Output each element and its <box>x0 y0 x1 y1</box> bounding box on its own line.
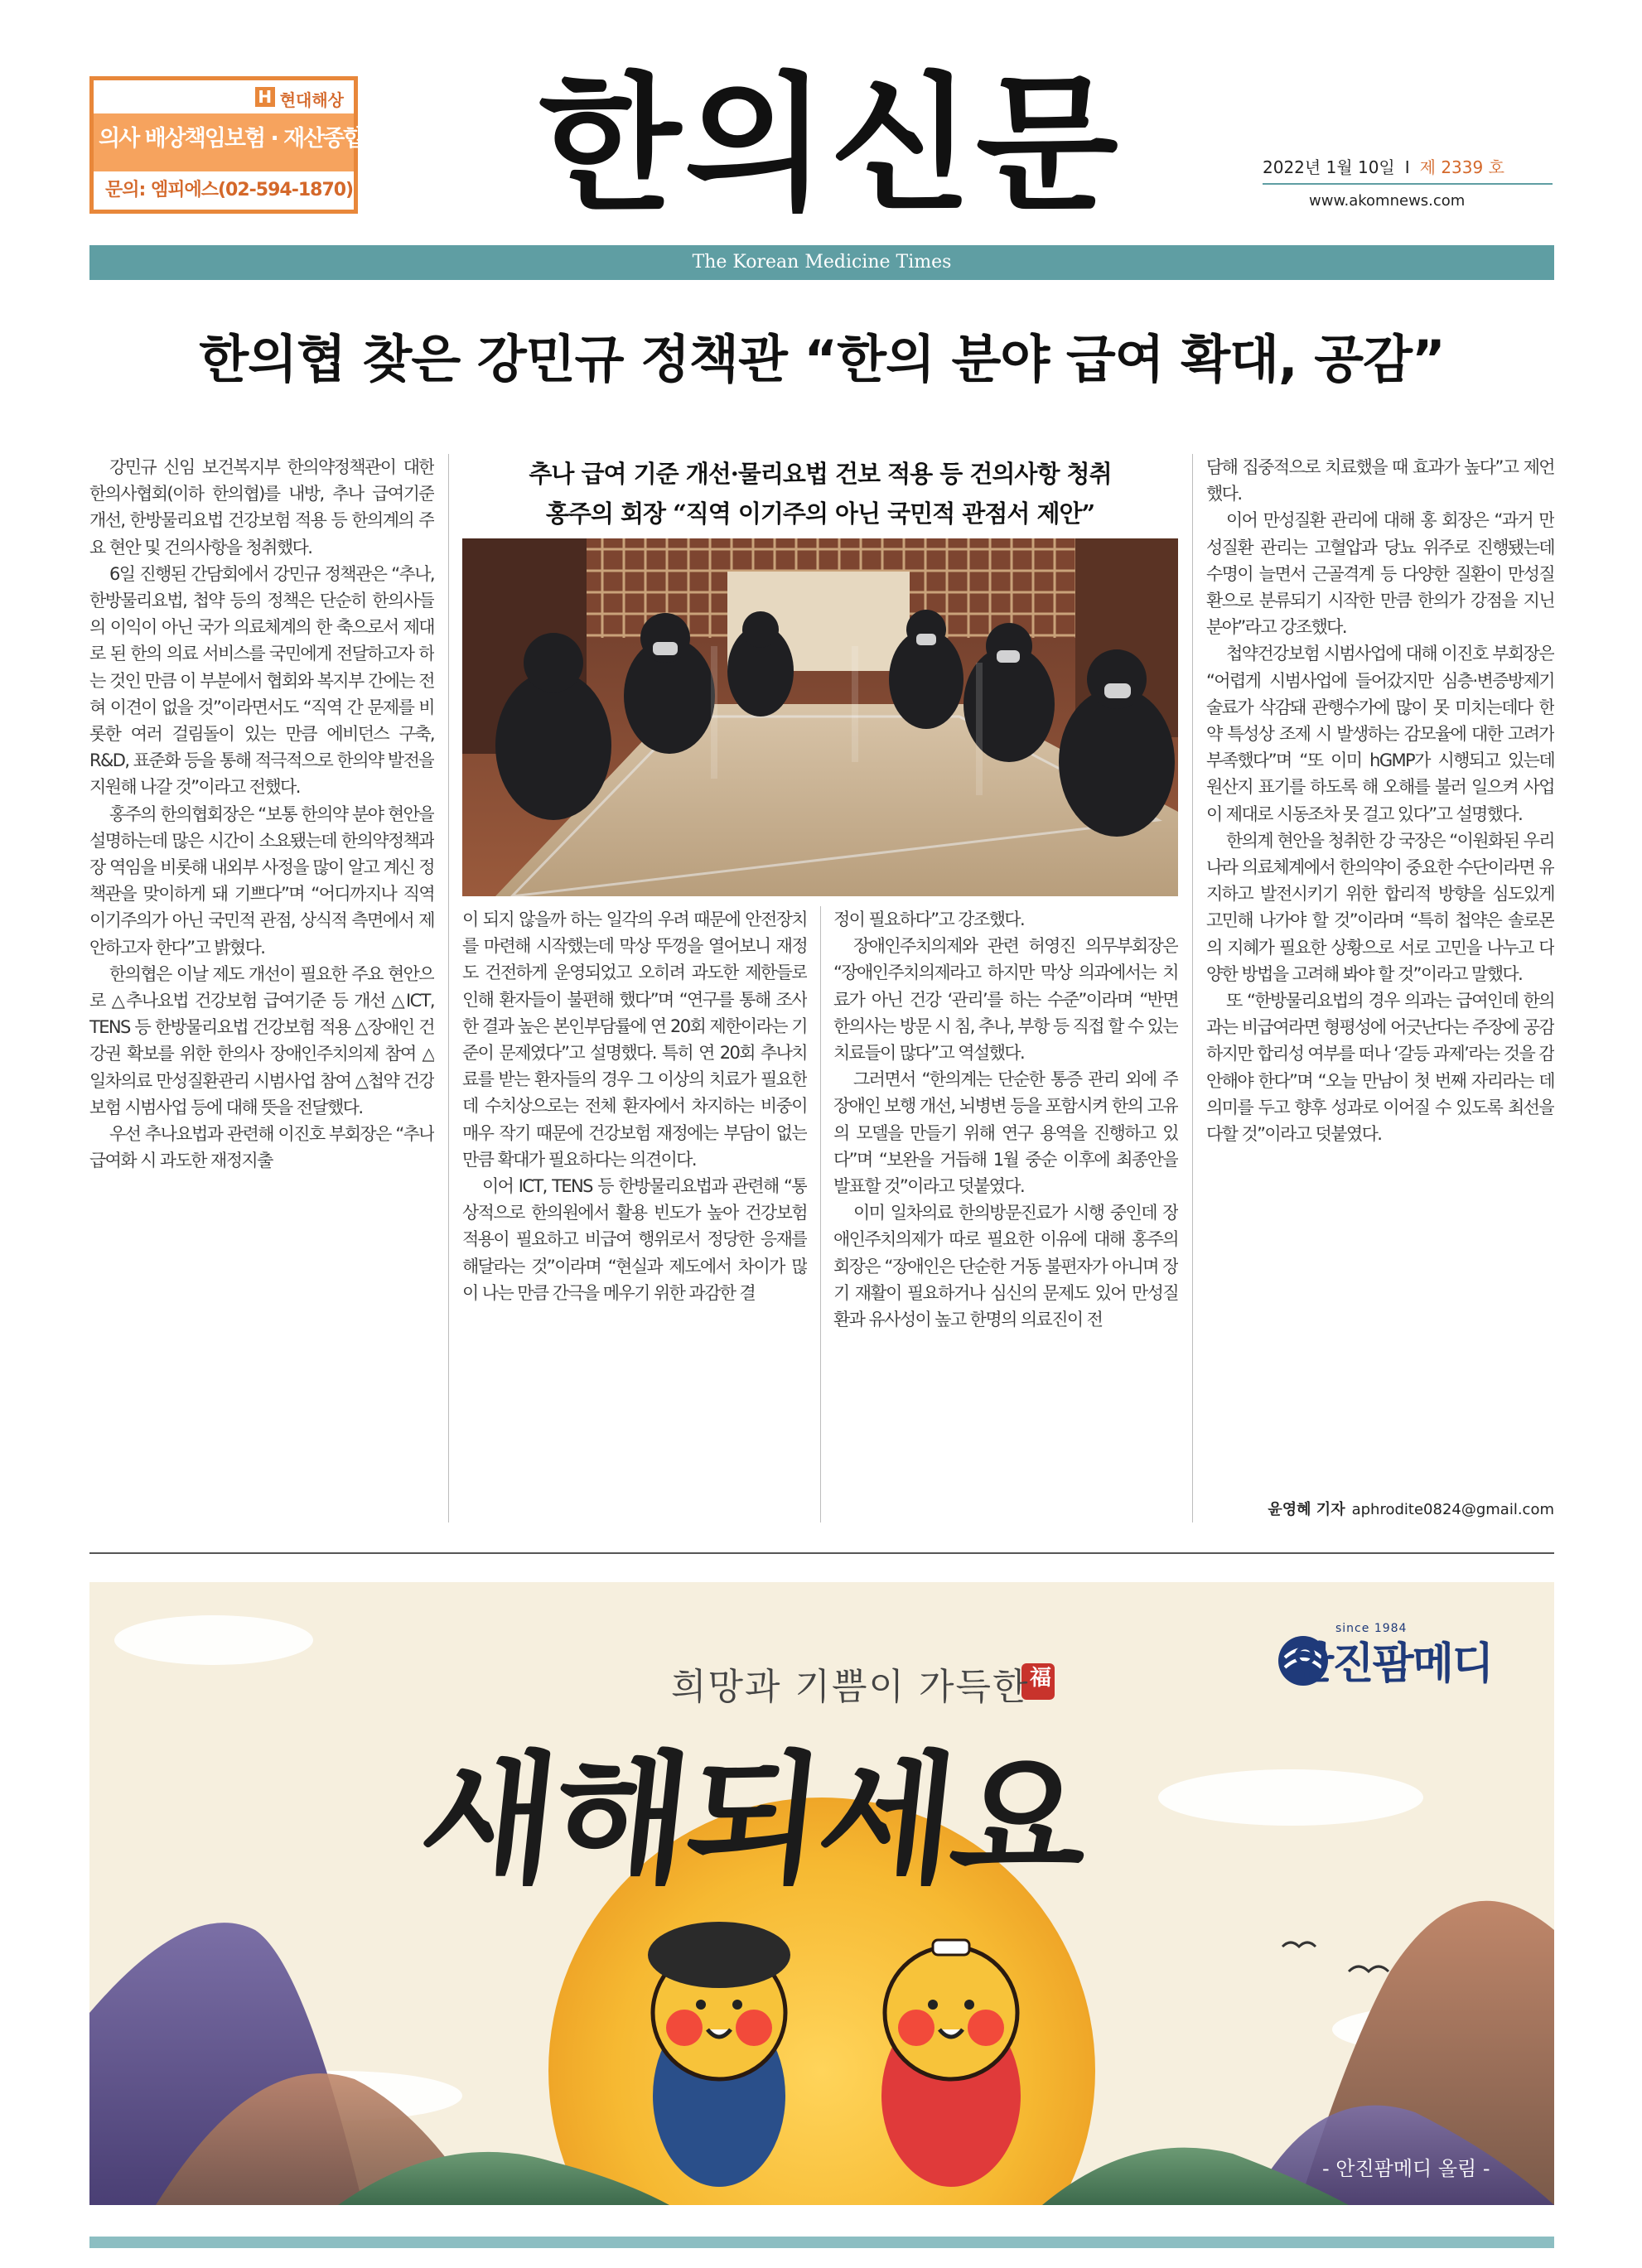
subheadline-line-1: 추나 급여 기준 개선·물리요법 건보 적용 등 건의사항 청취 <box>529 460 1112 488</box>
insurance-brand-row <box>94 80 354 113</box>
article-column-4 <box>1206 454 1554 1531</box>
article-paragraph: 한의협은 이날 제도 개선이 필요한 주요 현안으로 △추나요법 건강보험 급여기준 등 개선 △ICT, TENS 등 한방물리요법 건강보험 적용 △장애인 건강권 확보를 위한 한의사 장애인주치의제 참여 △일차의료 만성질환관리 시범사업 참여 △첩약 건강보험 시범사업 등에 대해 뜻을 전달했다. <box>89 963 434 1117</box>
byline <box>1206 1498 1554 1519</box>
article-paragraph: 이어 만성질환 관리에 대해 홍 회장은 “과거 만성질환 관리는 고혈압과 당뇨 위주로 진행됐는데 수명이 늘면서 근골격계 등 다양한 질환이 만성질환으로 분류되기 시작한 만큼 한의가 강점을 지닌 분야”라고 강조했다. <box>1206 510 1554 638</box>
article-column-3 <box>833 906 1178 1527</box>
meeting-photo <box>462 538 1178 896</box>
newspaper-title: 한의신문 <box>538 59 1122 230</box>
column-divider <box>820 906 821 1522</box>
ad-tagline: 희망과 기쁨이 가득한 <box>671 1666 1030 1708</box>
article-paragraph: 한의계 현안을 청취한 강 국장은 “이원화된 우리나라 의료체계에서 한의약이 중요한 수단이라면 유지하고 발전시키기 위한 합리적 방향을 심도있게 고민해 나가야 할 것”이라며 “특히 첩약은 솔로몬의 지혜가 필요한 상황으로 서로 고민을 나누고 다양한 방법을 고려해 봐야 할 것”이라고 말했다. <box>1206 830 1554 984</box>
article-paragraph: 6일 진행된 간담회에서 강민규 정책관은 “추나, 한방물리요법, 첩약 등의 정책은 단순히 한의사들의 이익이 아닌 국가 의료체계의 한 축으로서 제대로 된 한의 의료 서비스를 국민에게 전달하고자 하는 것인 만큼 이 부분에서 협회와 복지부 간에는 전혀 이견이 없을 것”이라면서도 “직역 간 문제를 비롯한 여러 걸림돌이 있는 만큼 에비던스 구축, R&D, 표준화 등을 통해 적극적으로 한의약 발전을 지원해 나갈 것”이라고 전했다. <box>89 563 434 798</box>
hyundai-logo-icon: H <box>255 87 275 107</box>
insurance-ad[interactable] <box>89 76 403 214</box>
article-paragraph: 정이 필요하다”고 강조했다. <box>833 910 1025 929</box>
article-column-2 <box>462 906 807 1527</box>
ad-sender: - 안진팜메디 올림 - <box>1322 2157 1490 2180</box>
article-paragraph: 이 되지 않을까 하는 일각의 우려 때문에 안전장치를 마련해 시작했는데 막상 뚜껑을 열어보니 재정도 건전하게 운영되었고 오히려 과도한 제한들로 인해 환자들이 불편해 했다”며 “연구를 통해 조사한 결과 높은 본인부담률에 연 20회 제한이라는 기준이 문제였다”고 설명했다. 특히 연 20회 추나치료를 받는 환자들의 경우 그 이상의 치료가 필요한데 수치상으로는 전체 환자에서 차지하는 비중이 매우 작기 때문에 건강보험 재정에는 부담이 없는 만큼 확대가 필요하다는 의견이다. <box>462 910 807 1170</box>
article-paragraph: 그러면서 “한의계는 단순한 통증 관리 외에 주장애인 보행 개선, 뇌병변 등을 포함시켜 한의 고유의 모델을 만들기 위해 연구 용역을 진행하고 있다”며 “보완을 거듭해 1월 중순 이후에 최종안을 발표할 것”이라고 덧붙였다. <box>833 1069 1178 1197</box>
article-paragraph: 이어 ICT, TENS 등 한방물리요법과 관련해 “통상적으로 한의원에서 활용 빈도가 높아 건강보험 적용이 필요하고 비급여 행위로서 정당한 응재를 해달라는 것”이라며 “현실과 제도에서 차이가 많이 나는 만큼 간극을 메우기 위한 과감한 결 <box>462 1176 807 1303</box>
article-paragraph: 강민규 신임 보건복지부 한의약정책관이 대한한의사협회(이하 한의협)를 내방, 추나 급여기준 개선, 한방물리요법 건강보험 적용 등 한의계의 주요 현안 및 건의사항을 청취했다. <box>89 457 434 557</box>
issue-separator: I <box>1404 157 1410 177</box>
article-column-1 <box>89 454 434 1531</box>
article-paragraph: 우선 추나요법과 관련해 이진호 부회장은 “추나 급여화 시 과도한 재정지출 <box>89 1124 434 1171</box>
article-headline: 한의협 찾은 강민규 정책관 “한의 분야 급여 확대, 공감” <box>199 329 1445 389</box>
article-paragraph: 담해 집중적으로 치료했을 때 효과가 높다”고 제언했다. <box>1206 457 1554 504</box>
article-paragraph: 홍주의 한의협회장은 “보통 한의약 분야 현안을 설명하는데 많은 시간이 소요됐는데 한의약정책과장 역임을 비롯해 내외부 사정을 많이 알고 계신 정책관을 맞이하게 돼 기쁘다”며 “어디까지나 직역 이기주의가 아닌 국민적 관점, 상식적 측면에서 제안하고자 한다”고 밝혔다. <box>89 803 434 958</box>
english-title-band: The Korean Medicine Times <box>89 245 1554 280</box>
insurance-contact: 문의: 엠피에스(02-594-1870) <box>94 171 354 210</box>
article-paragraph: 이미 일차의료 한의방문진료가 시행 중인데 장애인주치의제가 따로 필요한 이유에 대해 홍주의 회장은 “장애인은 단순한 거동 불편자가 아니며 장기 재활이 필요하거나 심신의 문제도 있어 만성질환과 유사성이 높고 한명의 의료진이 전 <box>833 1203 1178 1330</box>
insurance-product: 의사 배상책임보험 · 재산종합보험 <box>99 126 403 152</box>
article-paragraph: 장애인주치의제와 관련 허영진 의무부회장은 “장애인주치의제라고 하지만 막상 의과에서는 치료가 아닌 건강 ‘관리’를 하는 수준”이라며 “반면 한의사는 방문 시 침, 추나, 부항 등 직접 할 수 있는 치료들이 많다”고 역설했다. <box>833 936 1178 1064</box>
section-divider <box>89 1552 1554 1554</box>
bottom-band <box>89 2237 1554 2248</box>
ad-greeting-calligraphy: 새해되세요 <box>412 1737 1094 1903</box>
ad-brand-since: since 1984 <box>1335 1622 1408 1635</box>
issue-date: 2022년 1월 10일 <box>1263 157 1395 177</box>
reporter-name: 윤영혜 기자 <box>1268 1501 1345 1518</box>
reporter-email[interactable]: aphrodite0824@gmail.com <box>1351 1501 1554 1518</box>
issue-number: 제 2339 호 <box>1419 157 1504 177</box>
article-paragraph: 또 “한방물리요법의 경우 의과는 급여인데 한의과는 비급여라면 형평성에 어긋난다는 주장에 공감하지만 합리성 여부를 떠나 ‘갈등 과제’라는 것을 감안해야 한다”며 “오늘 만남이 첫 번째 자리라는 데 의미를 두고 향후 성과로 이어질 수 있도록 최선을 다할 것”이라고 덧붙였다. <box>1206 991 1554 1145</box>
fortune-seal-icon: 福 <box>1029 1666 1051 1691</box>
column-divider <box>448 454 449 1522</box>
site-url[interactable]: www.akomnews.com <box>1309 192 1466 210</box>
ad-brand-name: 안진팜메디 <box>1292 1639 1493 1689</box>
subheadline-line-2: 홍주의 회장 “직역 이기주의 아닌 국민적 관점서 제안” <box>545 499 1095 528</box>
column-divider <box>1192 454 1193 1522</box>
article-subheadline <box>462 454 1178 533</box>
insurance-brand: 현대해상 <box>279 90 344 110</box>
article-paragraph: 첩약건강보험 시범사업에 대해 이진호 부회장은 “어렵게 시범사업에 들어갔지만 심층·변증방제기술료가 삭감돼 관행수가에 많이 못 미치는데다 한약 특성상 조제 시 발생하는 감모율에 대한 고려가 부족했다”며 “또 이미 hGMP가 시행되고 있는데 원산지 표기를 하도록 해 오해를 불러 일으켜 사업이 제대로 시동조차 못 걸고 있다”고 설명했다. <box>1206 644 1554 824</box>
issue-info <box>1263 154 1553 185</box>
